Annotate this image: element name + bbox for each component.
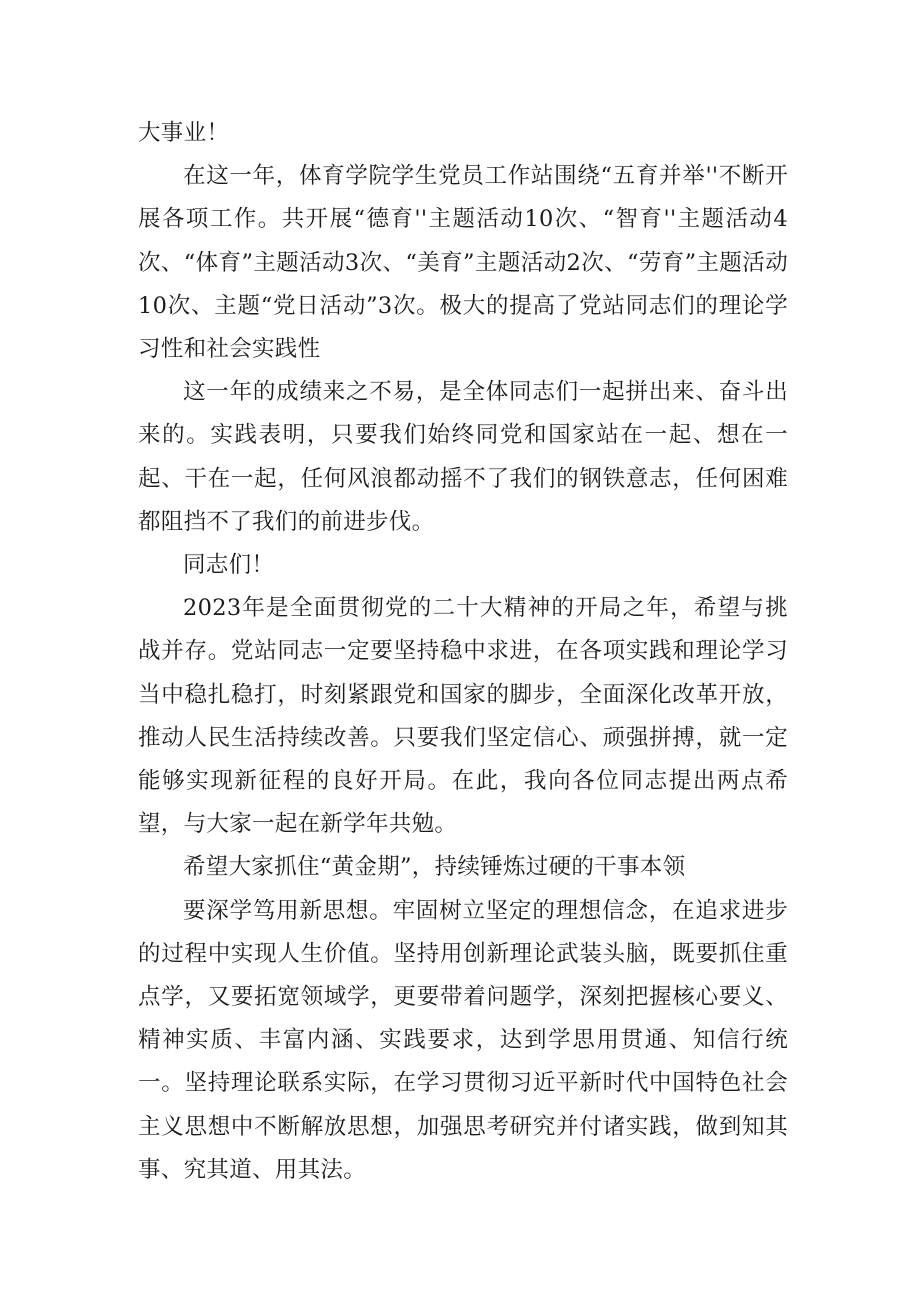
section-heading-golden-period: 希望大家抓住“黄金期”，持续锤炼过硬的干事本领: [183, 854, 686, 881]
document-body: [138, 112, 788, 1192]
paragraph-salutation: 同志们！: [183, 552, 275, 579]
paragraph-continuation: 大事业！: [138, 120, 230, 146]
paragraph-work-summary: 在这一年，体育学院学生党员工作站围绕“五育并举''不断开展各项工作。共开展“德育''主题活动10次、“智育''主题活动4次、“体育”主题活动3次、“美育”主题活动2次、“劳育”主题活动10次、主题“党日活动”3次。极大的提高了党站同志们的理论学习性和社会实践性: [138, 163, 788, 363]
paragraph-study-thought: 要深学笃用新思想。牢固树立坚定的理想信念，在追求进步的过程中实现人生价值。坚持用创新理论武装头脑，既要抓住重点学，又要拓宽领域学，更要带着问题学，深刻把握核心要义、精神实质、丰富内涵、实践要求，达到学思用贯通、知信行统一。坚持理论联系实际，在学习贯彻习近平新时代中国特色社会主义思想中不断解放思想，加强思考研究并付诸实践，做到知其事、究其道、用其法。: [138, 897, 788, 1183]
paragraph-achievements: 这一年的成绩来之不易，是全体同志们一起拼出来、奋斗出来的。实践表明，只要我们始终同党和国家站在一起、想在一起、干在一起，任何风浪都动摇不了我们的钢铁意志，任何困难都阻挡不了我们的前进步伐。: [138, 379, 788, 535]
paragraph-2023-outlook: 2023年是全面贯彻党的二十大精神的开局之年，希望与挑战并存。党站同志一定要坚持稳中求进，在各项实践和理论学习当中稳扎稳打，时刻紧跟党和国家的脚步，全面深化改革开放，推动人民生活持续改善。只要我们坚定信心、顽强拼搏，就一定能够实现新征程的良好开局。在此，我向各位同志提出两点希望，与大家一起在新学年共勉。: [138, 595, 788, 838]
